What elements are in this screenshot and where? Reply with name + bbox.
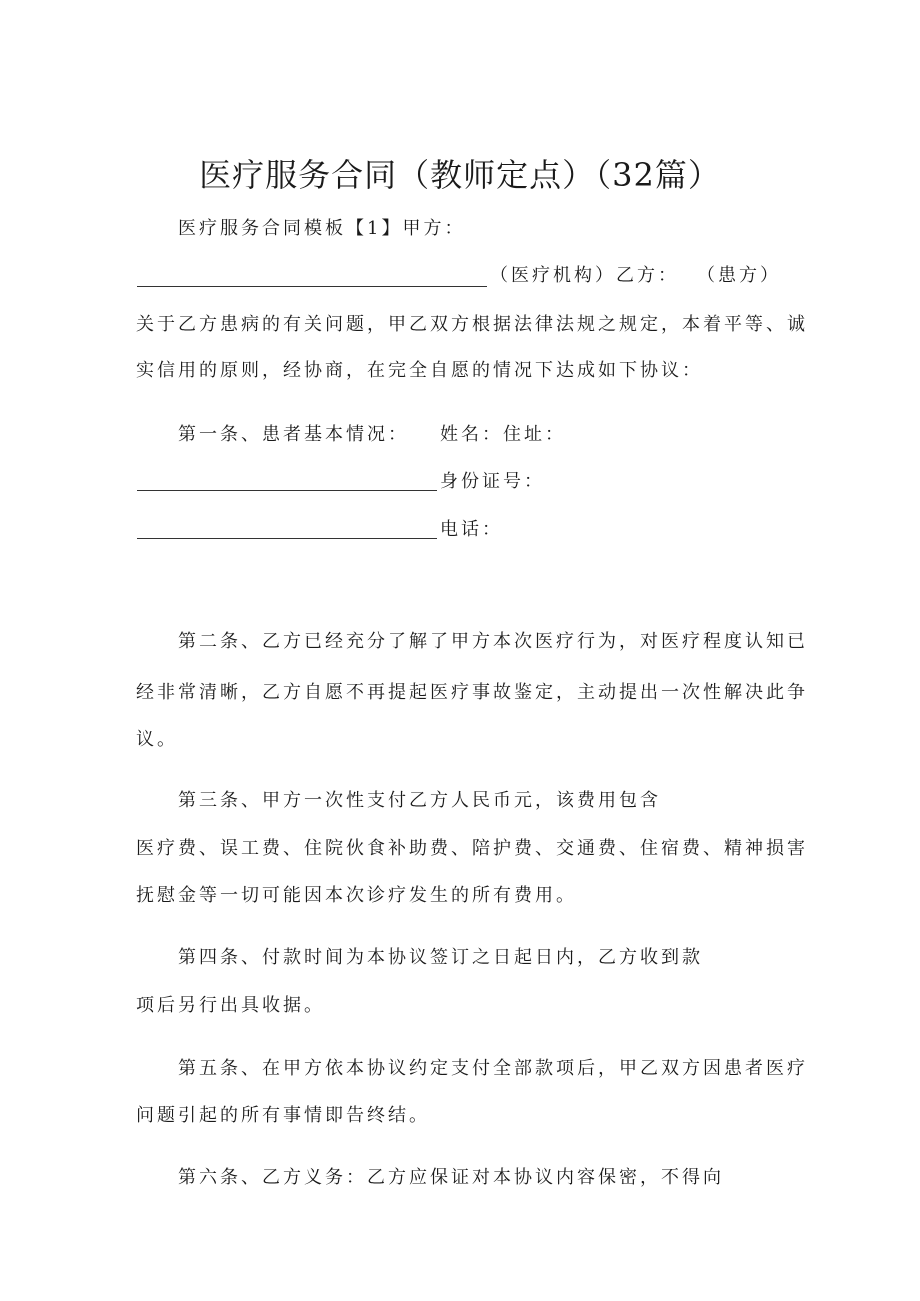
article-5-line-2: 问题引起的所有事情即告终结。 bbox=[136, 1105, 430, 1126]
party-b-type-label: （患方） bbox=[697, 265, 781, 286]
article-4-line-1: 第四条、付款时间为本协议签订之日起日内，乙方收到款 bbox=[178, 947, 703, 968]
article-3-line-2: 医疗费、误工费、住院伙食补助费、陪护费、交通费、住宿费、精神损害 bbox=[136, 838, 808, 859]
phone-label: 电话： bbox=[440, 519, 503, 540]
id-number-label: 身份证号： bbox=[440, 471, 545, 492]
article-1-label: 第一条、患者基本情况： bbox=[178, 424, 409, 445]
article-1-fields: 姓名：住址： bbox=[440, 424, 566, 445]
article-3-line-1: 第三条、甲方一次性支付乙方人民币元，该费用包含 bbox=[178, 790, 661, 811]
article-6-line-1: 第六条、乙方义务：乙方应保证对本协议内容保密，不得向 bbox=[178, 1167, 724, 1188]
document-title: 医疗服务合同（教师定点）（32篇） bbox=[199, 156, 721, 194]
id-number-blank-line bbox=[137, 490, 437, 491]
article-2-line-3: 议。 bbox=[136, 729, 178, 750]
article-4-line-2: 项后另行出具收据。 bbox=[136, 995, 325, 1016]
intro-line-2: 实信用的原则，经协商，在完全自愿的情况下达成如下协议： bbox=[136, 360, 703, 381]
intro-line-1: 关于乙方患病的有关问题，甲乙双方根据法律法规之规定，本着平等、诚 bbox=[136, 314, 808, 335]
template-header: 医疗服务合同模板【1】甲方： bbox=[178, 218, 466, 239]
party-a-blank-line bbox=[137, 286, 487, 287]
article-3-line-3: 抚慰金等一切可能因本次诊疗发生的所有费用。 bbox=[136, 885, 577, 906]
article-2-line-1: 第二条、乙方已经充分了解了甲方本次医疗行为，对医疗程度认知已 bbox=[178, 631, 808, 652]
party-a-type-label: （医疗机构）乙方： bbox=[490, 265, 679, 286]
article-5-line-1: 第五条、在甲方依本协议约定支付全部款项后，甲乙双方因患者医疗 bbox=[178, 1058, 808, 1079]
phone-blank-line bbox=[137, 538, 437, 539]
article-2-line-2: 经非常清晰，乙方自愿不再提起医疗事故鉴定，主动提出一次性解决此争 bbox=[136, 682, 808, 703]
